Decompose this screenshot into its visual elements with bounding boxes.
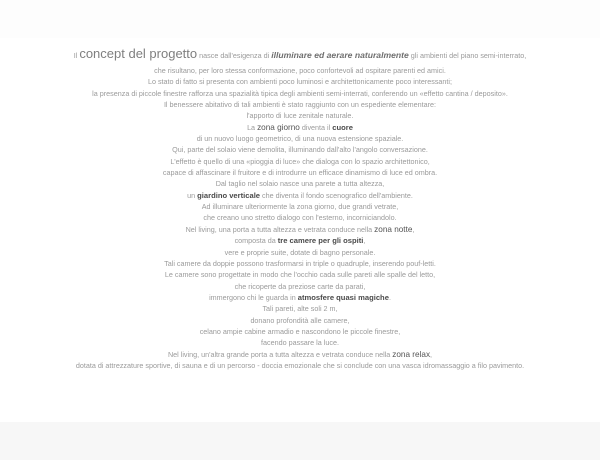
body-text: l'apporto di luce zenitale naturale. [246,111,354,121]
body-text: Qui, parte del solaio viene demolita, illuminando dall'alto l'angolo conversazione. [172,145,428,155]
text-line [0,43,600,65]
text-line [0,303,600,314]
text-line [0,360,600,371]
text-line [0,156,600,167]
text-line [0,133,600,144]
body-text: Il benessere abitativo di tali ambienti è stato raggiunto con un espediente elementare: [163,100,437,110]
body-text: che diventa il fondo scenografico dell'ambiente. [260,190,413,200]
body-text: gli ambienti del piano semi-interrato, [408,51,527,60]
text-line [0,224,600,235]
body-text: Il [73,51,80,60]
body-text: un [187,190,198,200]
body-text: la presenza di piccole finestre rafforza una spazialità tipica degli ambienti semi-interrati, conferendo un «effetto cantina / deposito». [92,88,508,98]
body-text: Dal taglio nel solaio nasce una parete a tutta altezza, [215,179,385,189]
body-text: che risultano, per loro stessa conformazione, poco confortevoli ad ospitare parenti ed amici. [154,66,446,75]
zone-name: zona giorno [257,122,300,132]
body-text: Tali pareti, alte soli 2 m, [262,304,338,314]
text-line [0,292,600,303]
text-line [0,201,600,212]
body-text: celano ampie cabine armadio e nascondono le piccole finestre, [199,326,401,336]
body-text: L'effetto è quello di una «pioggia di luce» che dialoga con lo spazio architettonico, [170,156,430,166]
highlight-phrase: atmosfere quasi magiche [297,292,389,302]
body-text: composta da [234,236,278,246]
body-text: , [430,349,433,359]
text-line [0,315,600,326]
highlight-phrase: tre camere per gli ospiti [277,236,364,246]
body-text: capace di affascinare il fruitore e di introdurre un efficace dinamismo di luce ed ombra. [162,168,438,178]
text-line [0,88,600,99]
text-line [0,110,600,121]
body-text: , [412,224,415,234]
top-band [0,0,600,38]
bottom-band [0,422,600,460]
text-line [0,269,600,280]
body-text: dotata di attrezzature sportive, di sauna e di un percorso - doccia emozionale che si conclude con una vasca idromassaggio a filo pavimento. [75,360,525,370]
text-line [0,178,600,189]
text-line [0,99,600,110]
body-text: immergono chi le guarda in [209,292,298,302]
body-text: che creano uno stretto dialogo con l'esterno, incorniciandolo. [203,213,397,223]
body-text: , [363,236,366,246]
body-text: Nel living, una porta a tutta altezza e vetrata conduce nella [185,224,375,234]
body-text: vere e proprie suite, dotate di bagno personale. [224,247,376,257]
body-text: Le camere sono progettate in modo che l'occhio cada sulle pareti alle spalle del letto, [164,270,436,280]
zone-name: zona relax [392,349,431,359]
zone-name: zona notte [374,224,413,234]
body-text: Nel living, un'altra grande porta a tutta altezza e vetrata conduce nella [167,349,393,359]
concept-text-block [0,46,600,371]
text-line [0,235,600,246]
body-text: facendo passare la luce. [261,338,339,348]
text-line [0,281,600,292]
body-text: donano profondità alle camere, [250,315,350,325]
body-text: Tali camere da doppie possono trasformarsi in triple o quadruple, inserendo pouf-letti. [164,258,436,268]
text-line [0,190,600,201]
text-line [0,167,600,178]
body-text: di un nuovo luogo geometrico, di una nuova estensione spaziale. [196,134,404,144]
body-text: diventa il [299,122,333,132]
text-line [0,144,600,155]
key-phrase: illuminare ed aerare naturalmente [271,50,409,60]
body-text: Lo stato di fatto si presenta con ambienti poco luminosi e architettonicamente poco interessanti; [147,77,453,87]
body-text: . [388,292,391,302]
text-line [0,349,600,360]
text-line [0,247,600,258]
highlight-phrase: cuore [332,122,353,132]
concept-heading: concept del progetto [79,46,198,61]
text-line [0,65,600,76]
text-line [0,258,600,269]
highlight-phrase: giardino verticale [197,190,261,200]
text-line [0,326,600,337]
body-text: Ad illuminare ulteriormente la zona giorno, due grandi vetrate, [201,202,399,212]
text-line [0,212,600,223]
body-text: La [247,122,258,132]
text-line [0,122,600,133]
text-line [0,76,600,87]
body-text: che ricoperte da preziose carte da parati, [234,281,366,291]
body-text: nasce dall'esigenza di [197,51,272,60]
text-line [0,337,600,348]
